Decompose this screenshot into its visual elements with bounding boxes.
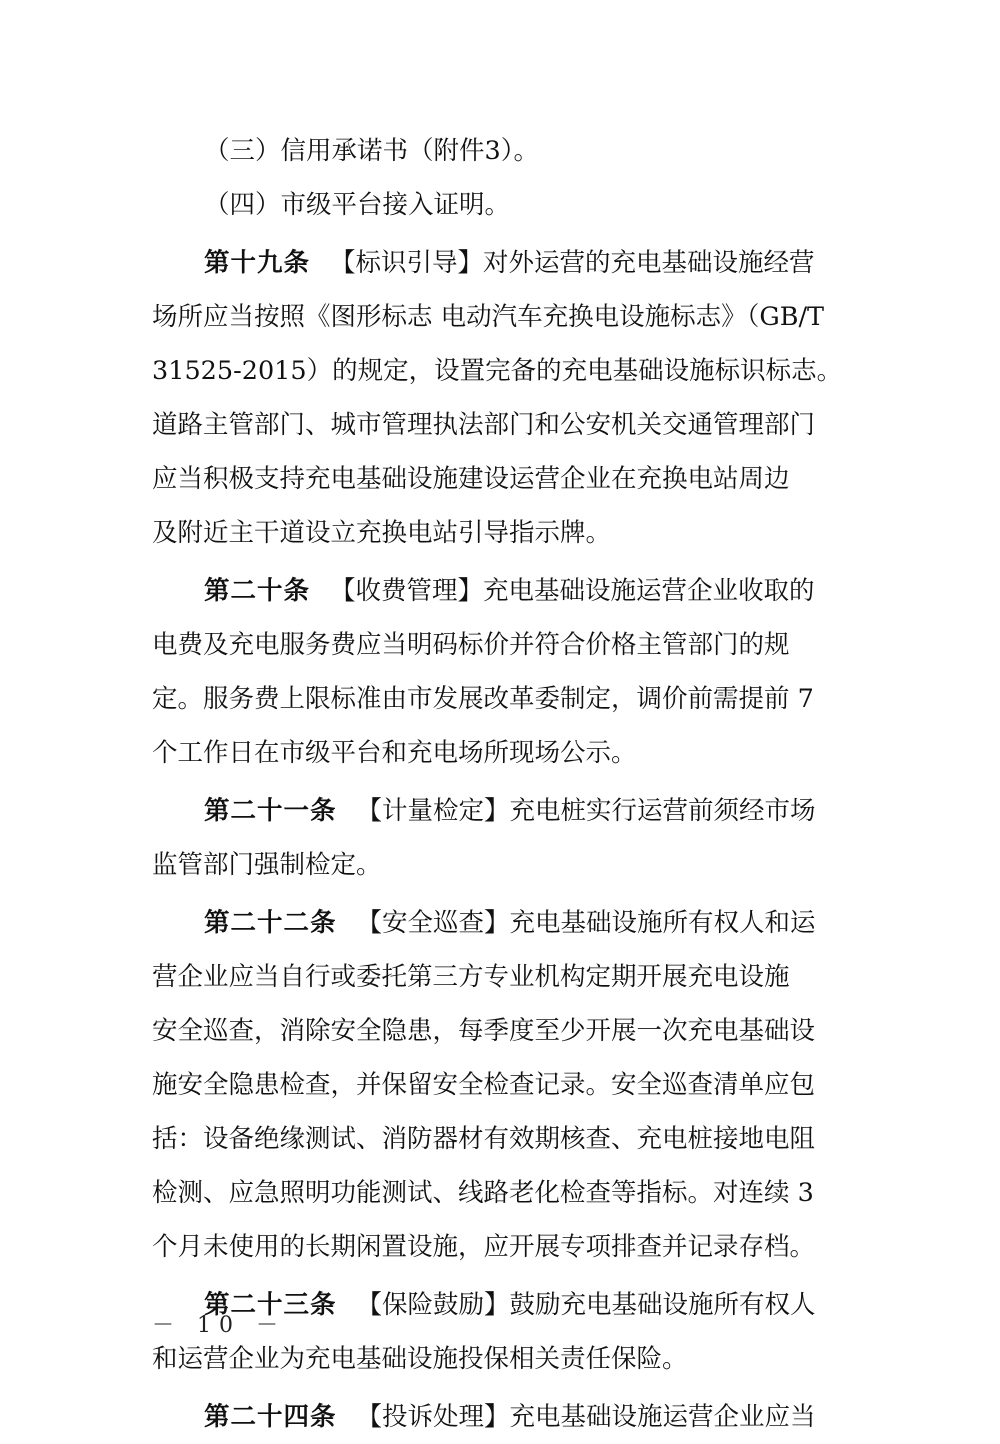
article-23-heading: 第二十三条 bbox=[204, 1290, 337, 1320]
article-22-heading: 第二十二条 bbox=[204, 908, 337, 938]
list-item-four: （四）市级平台接入证明。 bbox=[204, 190, 511, 220]
list-item-three: （三）信用承诺书（附件3）。 bbox=[204, 136, 539, 166]
article-19-line-2: 场所应当按照《图形标志 电动汽车充换电设施标志》（GB/T bbox=[152, 302, 825, 332]
article-24-heading: 第二十四条 bbox=[204, 1402, 337, 1432]
article-19-line-5: 应当积极支持充电基础设施建设运营企业在充换电站周边 bbox=[152, 464, 790, 494]
article-21-text: 【计量检定】充电桩实行运营前须经市场 bbox=[356, 796, 816, 826]
article-20-line-2: 电费及充电服务费应当明码标价并符合价格主管部门的规 bbox=[152, 630, 790, 660]
article-20-line-4: 个工作日在市级平台和充电场所现场公示。 bbox=[152, 738, 637, 768]
article-19-heading: 第十九条 bbox=[204, 248, 311, 278]
article-20-line-1 bbox=[152, 564, 852, 618]
article-21-line-2: 监管部门强制检定。 bbox=[152, 850, 382, 880]
article-19-line-1 bbox=[152, 236, 852, 290]
article-24-text: 【投诉处理】充电基础设施运营企业应当 bbox=[356, 1402, 816, 1432]
article-21-line-1 bbox=[152, 784, 852, 838]
article-22-line-3: 安全巡查，消除安全隐患，每季度至少开展一次充电基础设 bbox=[152, 1016, 816, 1046]
article-22-line-4: 施安全隐患检查，并保留安全检查记录。安全巡查清单应包 bbox=[152, 1070, 816, 1100]
article-22-line-5: 括：设备绝缘测试、消防器材有效期核查、充电桩接地电阻 bbox=[152, 1124, 816, 1154]
article-22-text: 【安全巡查】充电基础设施所有权人和运 bbox=[356, 908, 816, 938]
article-23-text: 【保险鼓励】鼓励充电基础设施所有权人 bbox=[356, 1290, 816, 1320]
article-23-line-2: 和运营企业为充电基础设施投保相关责任保险。 bbox=[152, 1344, 688, 1374]
article-22-line-7: 个月未使用的长期闲置设施，应开展专项排查并记录存档。 bbox=[152, 1232, 816, 1262]
article-22-line-1 bbox=[152, 896, 852, 950]
article-21-heading: 第二十一条 bbox=[204, 796, 337, 826]
article-22-line-6: 检测、应急照明功能测试、线路老化检查等指标。对连续 3 bbox=[152, 1178, 814, 1208]
article-19-line-6: 及附近主干道设立充换电站引导指示牌。 bbox=[152, 518, 612, 548]
article-20-heading: 第二十条 bbox=[204, 576, 311, 606]
article-22-line-2: 营企业应当自行或委托第三方专业机构定期开展充电设施 bbox=[152, 962, 790, 992]
article-20-line-3: 定。服务费上限标准由市发展改革委制定，调价前需提前 7 bbox=[152, 684, 814, 714]
article-19-text: 【标识引导】对外运营的充电基础设施经营 bbox=[330, 248, 815, 278]
article-19-line-4: 道路主管部门、城市管理执法部门和公安机关交通管理部门 bbox=[152, 410, 816, 440]
article-24-line-1 bbox=[152, 1390, 852, 1444]
body-text bbox=[152, 124, 852, 1444]
article-19-line-3: 31525-2015）的规定，设置完备的充电基础设施标识标志。 bbox=[152, 356, 843, 386]
article-20-text: 【收费管理】充电基础设施运营企业收取的 bbox=[330, 576, 815, 606]
page-number: － 10 － bbox=[152, 1313, 286, 1338]
